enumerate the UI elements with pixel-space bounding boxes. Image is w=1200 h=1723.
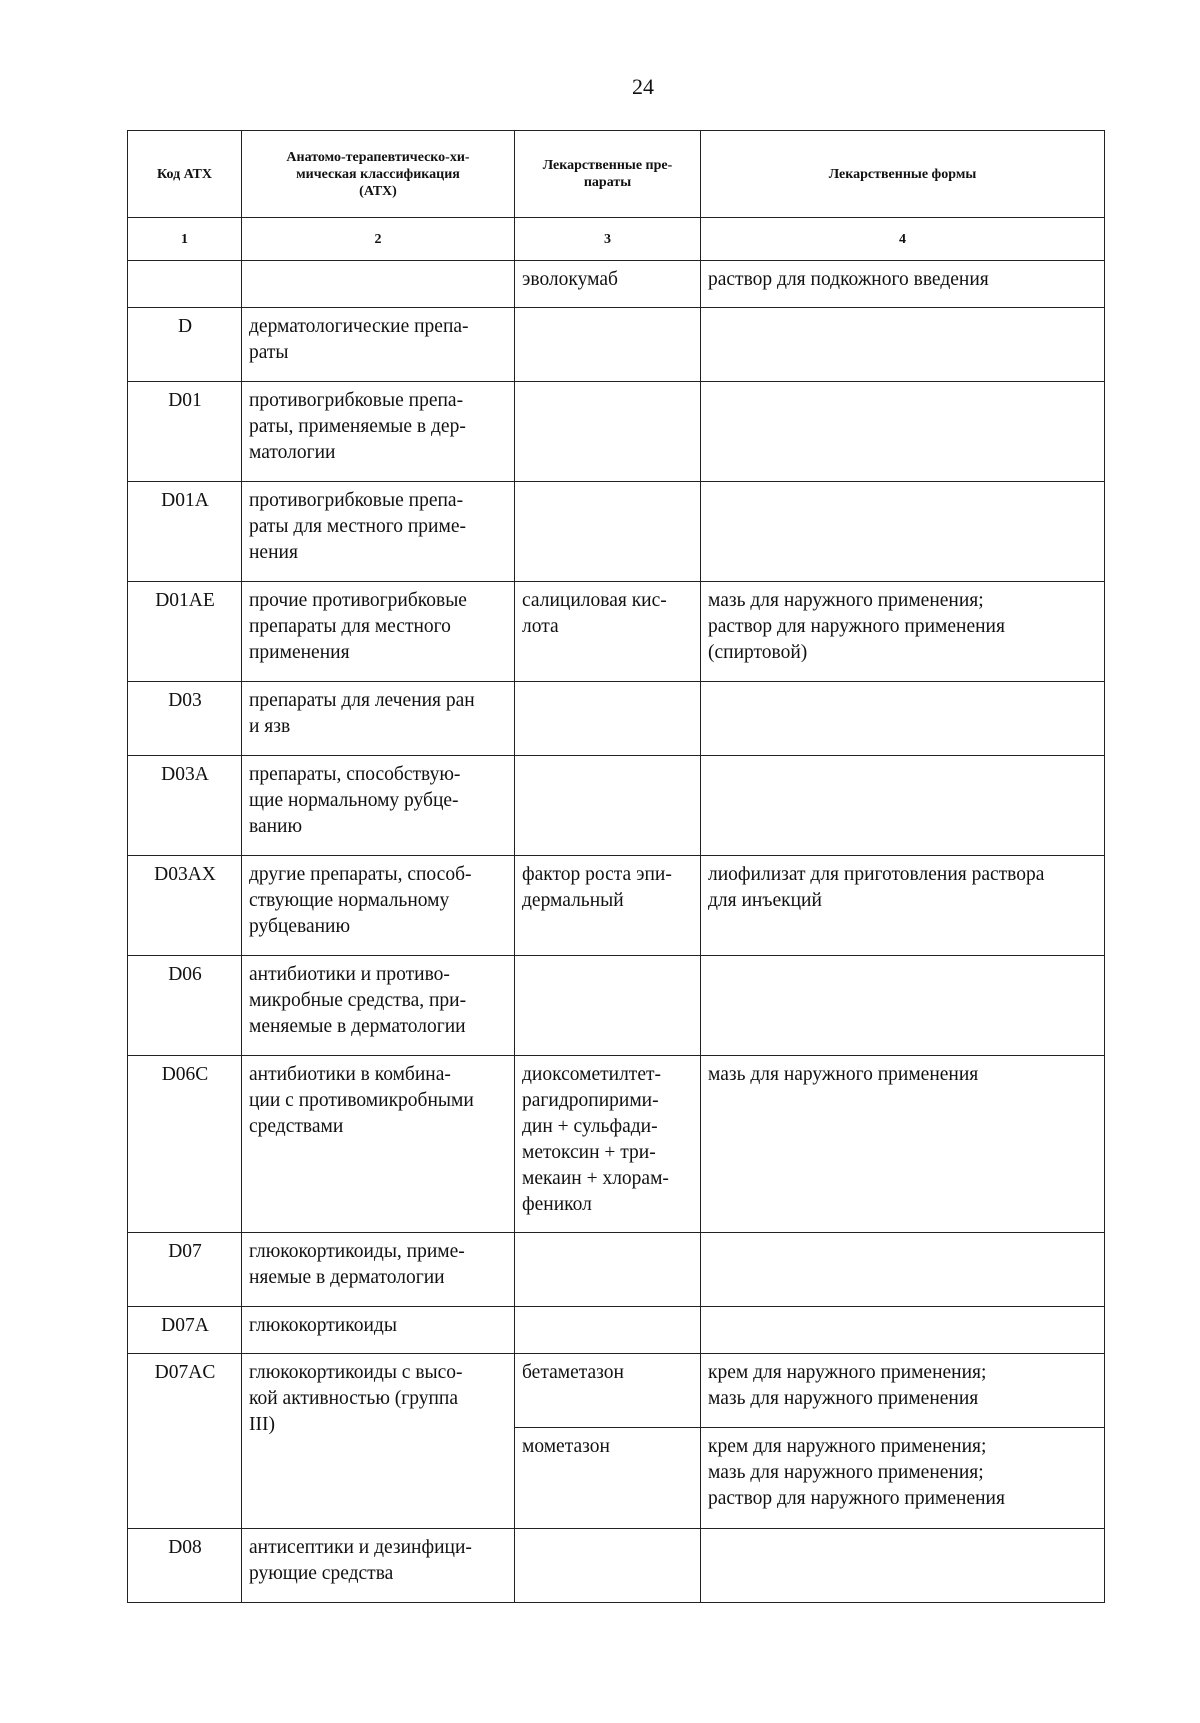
atc-code: D01A: [128, 482, 242, 582]
atc-code: D01: [128, 382, 242, 482]
drug: [515, 382, 701, 482]
classification: [242, 261, 515, 308]
classification: прочие противогрибковые препараты для местного применения: [242, 582, 515, 682]
atc-code: D03: [128, 682, 242, 756]
dosage-forms: [701, 1233, 1105, 1307]
dosage-forms: лиофилизат для приготовления раствора для инъекций: [701, 856, 1105, 956]
header-drugs: Лекарственные пре- параты: [515, 131, 701, 218]
classification: противогрибковые препа- раты для местного приме- нения: [242, 482, 515, 582]
dosage-forms: мазь для наружного применения: [701, 1056, 1105, 1233]
classification: дерматологические препа- раты: [242, 308, 515, 382]
column-number-row: [128, 218, 1105, 261]
classification: глюкокортикоиды: [242, 1307, 515, 1354]
drug: мометазон: [515, 1428, 701, 1529]
drug: бетаметазон: [515, 1354, 701, 1428]
column-number: 1: [128, 218, 242, 261]
dosage-forms: раствор для подкожного введения: [701, 261, 1105, 308]
table-row: [128, 1354, 1105, 1428]
atc-code: D01AE: [128, 582, 242, 682]
table-row: [128, 308, 1105, 382]
atc-code: D: [128, 308, 242, 382]
dosage-forms: [701, 956, 1105, 1056]
table-row: [128, 1307, 1105, 1354]
table-row: [128, 582, 1105, 682]
atc-code: D08: [128, 1529, 242, 1603]
classification: препараты для лечения ран и язв: [242, 682, 515, 756]
drug: [515, 482, 701, 582]
atc-code: D07A: [128, 1307, 242, 1354]
drug: фактор роста эпи- дермальный: [515, 856, 701, 956]
classification: другие препараты, способ- ствующие нормальному рубцеванию: [242, 856, 515, 956]
drug: салициловая кис- лота: [515, 582, 701, 682]
classification: глюкокортикоиды, приме- няемые в дерматологии: [242, 1233, 515, 1307]
dosage-forms: [701, 382, 1105, 482]
dosage-forms: [701, 1307, 1105, 1354]
atc-code: D07AC: [128, 1354, 242, 1529]
classification: антибиотики и противо- микробные средства, при- меняемые в дерматологии: [242, 956, 515, 1056]
dosage-forms: [701, 682, 1105, 756]
table-row: [128, 682, 1105, 756]
drug: диоксометилтет- рагидропирими- дин + сульфади- метоксин + три- мекаин + хлорам- феникол: [515, 1056, 701, 1233]
drug: [515, 308, 701, 382]
table-row: [128, 1056, 1105, 1233]
atc-code: D03A: [128, 756, 242, 856]
header-row: [128, 131, 1105, 218]
atc-code: D06C: [128, 1056, 242, 1233]
drug: [515, 1529, 701, 1603]
classification: глюкокортикоиды с высо- кой активностью (группа III): [242, 1354, 515, 1529]
table-row: [128, 261, 1105, 308]
drug: [515, 956, 701, 1056]
classification: антибиотики в комбина- ции с противомикробными средствами: [242, 1056, 515, 1233]
column-number: 4: [701, 218, 1105, 261]
dosage-forms: мазь для наружного применения; раствор для наружного применения (спиртовой): [701, 582, 1105, 682]
header-forms: Лекарственные формы: [701, 131, 1105, 218]
table-row: [128, 856, 1105, 956]
dosage-forms: крем для наружного применения; мазь для наружного применения: [701, 1354, 1105, 1428]
atc-code: D06: [128, 956, 242, 1056]
column-number: 3: [515, 218, 701, 261]
page-number: 24: [632, 74, 654, 99]
classification: антисептики и дезинфици- рующие средства: [242, 1529, 515, 1603]
table-row: [128, 1529, 1105, 1603]
atc-code: [128, 261, 242, 308]
atc-table: [127, 130, 1105, 1603]
atc-code: D03AX: [128, 856, 242, 956]
drug: эволокумаб: [515, 261, 701, 308]
dosage-forms: [701, 308, 1105, 382]
dosage-forms: [701, 756, 1105, 856]
header-classification: Анатомо-терапевтическо-хи- мическая классификация (АТХ): [242, 131, 515, 218]
drug: [515, 682, 701, 756]
table-row: [128, 1233, 1105, 1307]
atc-code: D07: [128, 1233, 242, 1307]
table-row: [128, 382, 1105, 482]
dosage-forms: [701, 1529, 1105, 1603]
drug: [515, 1233, 701, 1307]
header-code: Код АТХ: [128, 131, 242, 218]
classification: препараты, способствую- щие нормальному рубце- ванию: [242, 756, 515, 856]
drug: [515, 756, 701, 856]
table-row: [128, 956, 1105, 1056]
classification: противогрибковые препа- раты, применяемые в дер- матологии: [242, 382, 515, 482]
drug: [515, 1307, 701, 1354]
table-row: [128, 756, 1105, 856]
dosage-forms: [701, 482, 1105, 582]
column-number: 2: [242, 218, 515, 261]
table-row: [128, 482, 1105, 582]
dosage-forms: крем для наружного применения; мазь для наружного применения; раствор для наружного применения: [701, 1428, 1105, 1529]
